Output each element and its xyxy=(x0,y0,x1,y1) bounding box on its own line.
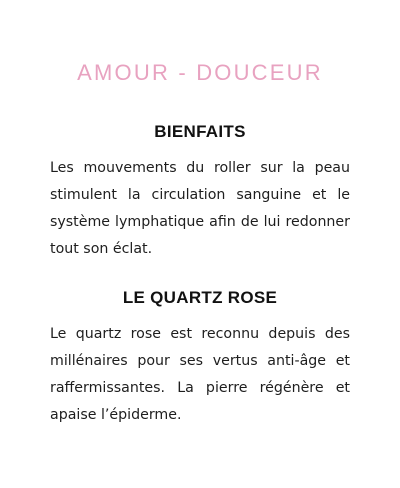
benefits-heading: BIENFAITS xyxy=(154,122,246,141)
benefits-section xyxy=(50,122,350,263)
rose-quartz-text: Le quartz rose est reconnu depuis des millénaires pour ses vertus anti-âge et raffermissantes. La pierre régénère et apaise l’épiderme. xyxy=(50,326,350,423)
benefits-text: Les mouvements du roller sur la peau stimulent la circulation sanguine et le système lymphatique afin de lui redonner tout son éclat. xyxy=(50,160,350,257)
rose-quartz-heading: LE QUARTZ ROSE xyxy=(122,288,278,307)
page-title: AMOUR - DOUCEUR xyxy=(77,60,323,85)
rose-quartz-section xyxy=(50,288,350,429)
